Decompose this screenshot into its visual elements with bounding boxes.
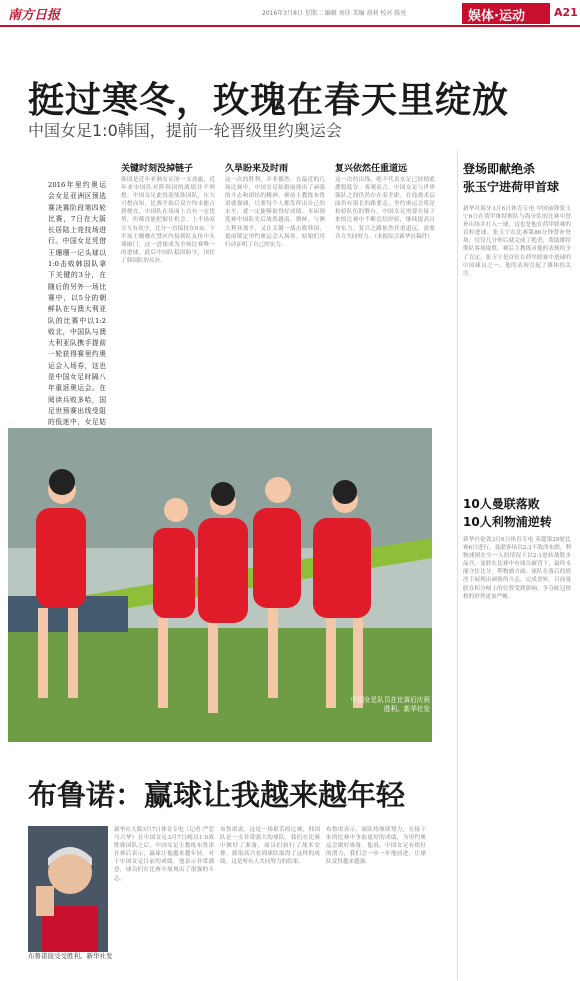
- bruno-photo-caption: 布鲁诺接受受胜利。新华社发: [28, 952, 113, 960]
- sidebar-story1-text: 新华社海牙3月6日体育专电 中国前锋张玉宁6日在荷甲维特斯队与海牙队的比赛中替补出场并打入一球，这也是他在荷甲联赛的首粒进球。张玉宁在比赛第86分钟替补登场，仅仅几分钟后就完成了绝杀，帮助维特斯队客场取胜。赛后主教练对他的表现给予了肯定。张玉宁是首位在荷甲联赛中进球的中国球员之一，他的表现引起了媒体的关注。: [463, 206, 571, 277]
- team-celebration-photo: [8, 428, 432, 742]
- bruno-column-text: 布鲁诺表示，球队将继续努力，在接下来的比赛中争取更好的成绩，为里约奥运会做好准备。他说，中国女足有很好的潜力，我们会一步一步地前进，让球队变得越来越强。: [326, 827, 426, 866]
- photo-caption: 中国女足队员在比赛后庆祝胜利。新华社发: [350, 696, 430, 713]
- column-text: 韩国是近年亚洲女足的一支劲旅，近年来中国队对阵韩国的战绩并不理想。中国女足此役迎战韩国队，压力可想而知。比赛开始后双方均未能占到便宜，中国队在场面上占有一定优势，但都没能把握住机会。上半场双方互有攻守，比分一直保持在0:0。下半场王珊珊在禁区内接到队友传中头球破门，这一进球成为全场比赛唯一的进球。此后中国队稳固防守，顶住了韩国队的反扑。: [121, 177, 215, 264]
- bruno-headline: 布鲁诺：赢球让我越来越年轻: [28, 778, 406, 812]
- column-heading: 久旱盼来及时雨: [225, 164, 289, 174]
- page-number: A21: [554, 6, 578, 19]
- newspaper-logo: 南方日报: [8, 8, 61, 23]
- dateline: 2016年3月8日 星期二 编辑 刘佳 美编 胡莉 校对 陈亮: [262, 10, 407, 17]
- column-rule: [457, 150, 458, 980]
- sidebar-story1-subtitle: 张玉宁进荷甲首球: [463, 180, 560, 194]
- main-headline: 挺过寒冬，玫瑰在春天里绽放: [28, 80, 510, 121]
- sidebar-story1-title: 登场即献绝杀: [463, 162, 536, 176]
- column-text: 这一次的胜利，并非偶然。在最近的几场比赛中，中国女足姑娘展现出了顽强的斗志和团结的精神。赛前主教练布鲁诺就强调，只要每个人都发挥出自己的水平，就一定能够取得好成绩。本届预选赛中国队先后战胜越南、朝鲜，与澳大利亚战平，又在关键一战击败韩国，提前锁定里约奥运会入场券。姑娘们用行动证明了自己的实力。: [225, 177, 325, 248]
- bruno-column-text: 新华社大阪3月7日体育专电（记者 严恋 马兴华）在中国女足3月7日晚以1:0战胜韩国队之后，中国女足主教练布鲁诺在赛后表示，赢球让他越来越年轻。对于中国女足目前的成绩，他表示非常满意，球员们在比赛中展现出了很强的斗志。: [114, 827, 214, 882]
- section-label: 娱体·运动: [462, 3, 550, 24]
- sidebar-story2-subtitle: 10人利物浦逆转: [463, 515, 552, 529]
- sidebar-story2-title: 10人曼联落败: [463, 497, 540, 511]
- lead-paragraph: 2016年里约奥运会女足亚洲区预选赛决赛阶段第四轮比赛，7日在大阪长居陆上竞技场进行。中国女足凭借王珊珊一记头球以1:0击败韩国队拿下关键的3分，在随后的另外一场比赛中，以5分的朝鲜队在与澳大利亚队的比赛中以1:2败北，中国队与澳大利亚队携手提前一轮获得赛里约奥运会入场券，这也是中国女足时隔八年重返奥运会。在阅读兵败多哈，国足世预赛出线受阻的低迷中，女足姑: [48, 181, 106, 427]
- main-subhead: 中国女足1:0韩国，提前一轮晋级里约奥运会: [28, 121, 342, 140]
- column-heading: 复兴依然任重道远: [335, 164, 408, 174]
- bruno-column-text: 布鲁诺说，这是一场艰苦的比赛，韩国队是一支非常强大的球队。我们在比赛中做好了准备，球员们执行了战术安排。我很高兴看到球队取得了这样的成绩，这是所有人共同努力的结果。: [220, 827, 320, 866]
- sidebar-story2-text: 新华社伦敦3月6日体育专电 英超第29轮比赛6日进行，曼联客场以2:3不敌西布朗，利物浦则在少一人的情况下以2:1逆转战胜水晶宫。曼联在比赛中有球员被罚下，最终未能守住比分。利物浦方面，球队在落后的情况下展现出顽强的斗志，完成逆转。目前曼联在积分榜上的位置受到影响，争夺欧冠资格的形势更加严峻。: [463, 537, 571, 600]
- column-text: 这一次的出线，绝不代表女足已经彻底摆脱低谷。客观而言，中国女足与世界强队之间仍然存在着差距，在技战术层面仍有很长的路要走。里约奥运会将是检验队伍的舞台，中国女足需要在接下来的比赛中不断总结经验，继续提高自身实力。复兴之路依然任重道远，需要各方共同努力。（本报综合新华社稿件）: [335, 177, 435, 240]
- column-heading: 关键时刻没掉链子: [121, 164, 194, 174]
- bruno-portrait: [28, 826, 108, 952]
